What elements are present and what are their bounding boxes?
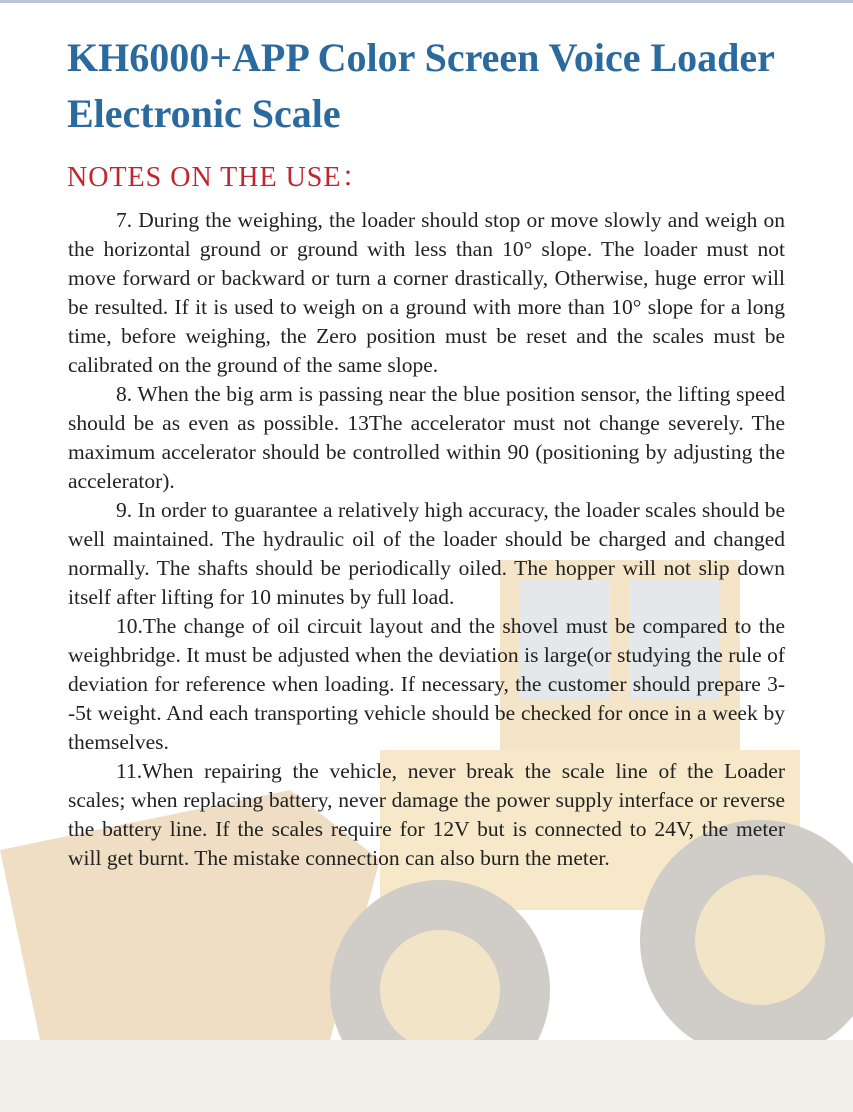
notes-body [68, 206, 785, 873]
notes-heading: NOTES ON THE USE： [67, 162, 371, 193]
note-11: 11.When repairing the vehicle, never break the scale line of the Loader scales; when replacing battery, never damage the power supply interface or reverse the battery line. If the scales require for 12V but is connected to 24V, the meter will get burnt. The mistake connection can also burn the meter. [68, 759, 785, 870]
note-7: 7. During the weighing, the loader should stop or move slowly and weigh on the horizontal ground or ground with less than 10° slope. The loader must not move forward or backward or turn a corner drastically, Otherwise, huge error will be resulted. If it is used to weigh on a ground with more than 10° slope for a long time, before weighing, the Zero position must be reset and the scales must be calibrated on the ground of the same slope. [68, 208, 785, 377]
top-divider [0, 0, 853, 3]
page-title: KH6000+APP Color Screen Voice Loader Electronic Scale [67, 35, 775, 136]
note-8: 8. When the big arm is passing near the blue position sensor, the lifting speed should be as even as possible. 13The accelerator must not change severely. The maximum accelerator should be controlled within 90 (positioning by adjusting the accelerator). [68, 382, 785, 493]
note-9: 9. In order to guarantee a relatively high accuracy, the loader scales should be well maintained. The hydraulic oil of the loader should be charged and changed normally. The shafts should be periodically oiled. The hopper will not slip down itself after lifting for 10 minutes by full load. [68, 498, 785, 609]
note-10: 10.The change of oil circuit layout and the shovel must be compared to the weighbridge. It must be adjusted when the deviation is large(or studying the rule of deviation for reference when loading. If necessary, the customer should prepare 3--5t weight. And each transporting vehicle should be checked for once in a week by themselves. [68, 614, 785, 754]
